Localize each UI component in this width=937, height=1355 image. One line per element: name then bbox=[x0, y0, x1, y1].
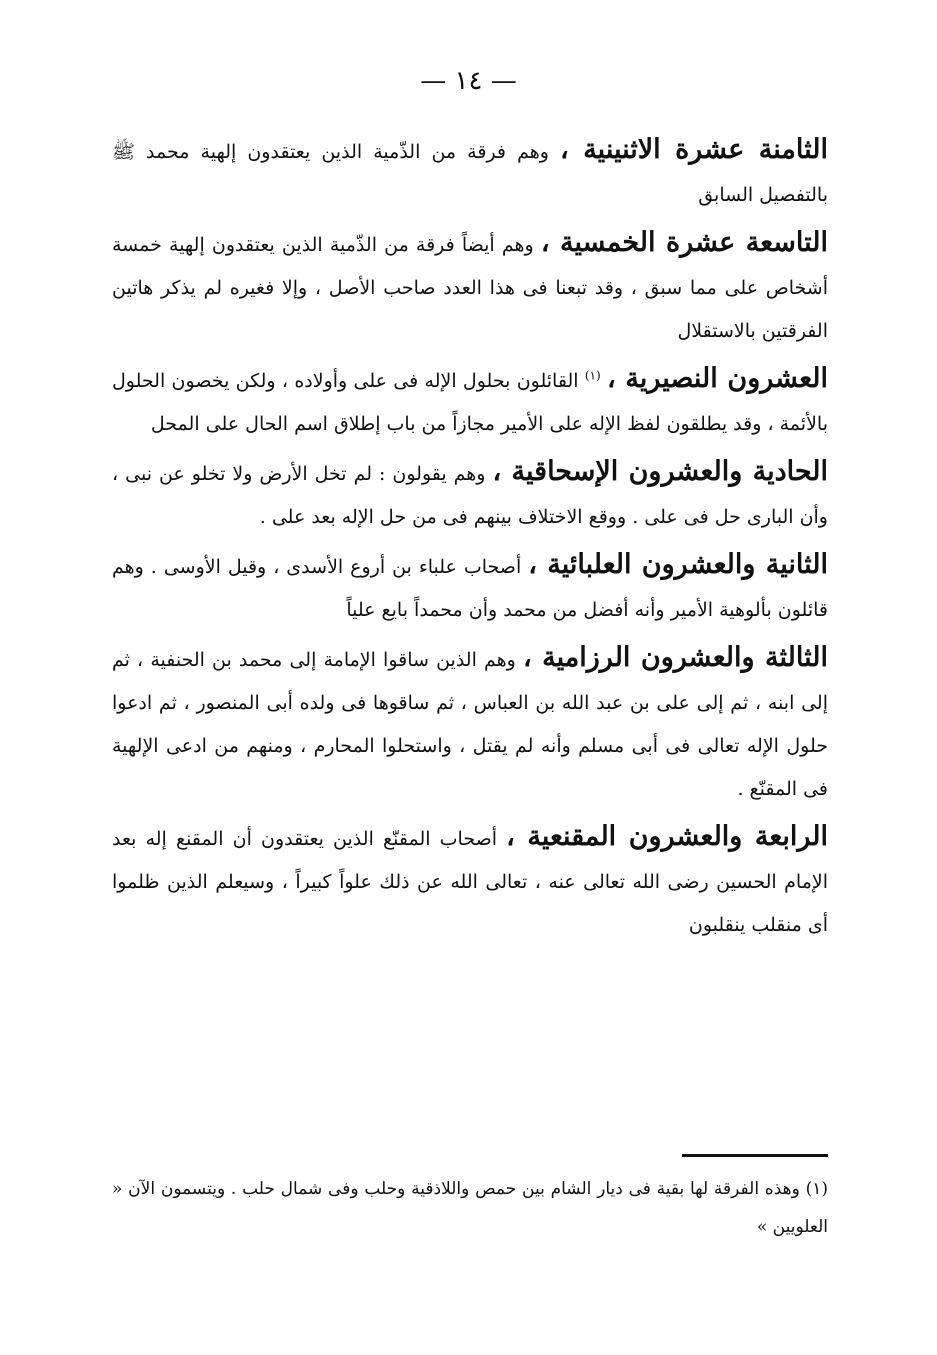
paragraph-text: وهم أيضاً فرقة من الذّمية الذين يعتقدون إلهية خمسة أشخاص على مما سبق ، وقد تبعنا فى هذا العدد صاحب الأصل ، وإلا فغيره لم يذكر هاتين الفرقتين بالاستقلال bbox=[112, 234, 828, 342]
section-heading: التاسعة عشرة الخمسية ، bbox=[540, 227, 828, 258]
footnote: (١) وهذه الفرقة لها بقية فى ديار الشام بين حمص واللاذقية وحلب وفى شمال حلب . ويتسمون الآن « العلويين » bbox=[112, 1179, 828, 1237]
paragraph-text: أصحاب علباء بن أروع الأسدى ، وقيل الأوسى . وهم قائلون بألوهية الأمير وأنه أفضل من محمد وأن محمداً بايع علياً bbox=[112, 556, 828, 621]
section-heading: الحادية والعشرون الإسحاقية ، bbox=[492, 456, 828, 487]
paragraph-text: أصحاب المقنّع الذين يعتقدون أن المقنع إله بعد الإمام الحسين رضى الله تعالى عنه ، تعالى الله عن ذلك علواً كبيراً ، وسيعلم الذين ظلموا أى منقلب ينقلبون bbox=[112, 828, 828, 936]
section-heading: الرابعة والعشرون المقنعية ، bbox=[506, 821, 828, 852]
footnote-reference: (١) bbox=[584, 368, 601, 383]
paragraph-text: القائلون بحلول الإله فى على وأولاده ، ولكن يخصون الحلول بالأئمة ، وقد يطلقون لفظ الإله على الأمير مجازاً من باب إطلاق اسم الحال على المحل bbox=[112, 370, 828, 435]
section-heading: الثالثة والعشرون الرزامية ، bbox=[522, 642, 828, 673]
footnote-divider bbox=[682, 1154, 828, 1157]
page-number: — ١٤ — bbox=[420, 66, 517, 96]
paragraph bbox=[112, 221, 828, 353]
paragraph bbox=[112, 815, 828, 947]
section-heading: الثامنة عشرة الاثنينية ، bbox=[560, 134, 828, 165]
paragraph bbox=[112, 357, 828, 446]
section-heading: الثانية والعشرون العلبائية ، bbox=[528, 549, 829, 580]
paragraph bbox=[112, 543, 828, 632]
paragraph bbox=[112, 450, 828, 539]
footnotes bbox=[112, 1170, 828, 1246]
section-heading: العشرون النصيرية ، bbox=[606, 363, 828, 394]
paragraph bbox=[112, 636, 828, 811]
paragraph-text: وهم الذين ساقوا الإمامة إلى محمد بن الحنفية ، ثم إلى ابنه ، ثم إلى على بن عبد الله بن العباس ، ثم ساقوها فى ولده أبى المنصور ، ثم ادعوا حلول الإله تعالى فى أبى مسلم وأنه لم يقتل ، واستحلوا المحارم ، ومنهم من ادعى الإلهية فى المقنّع . bbox=[112, 649, 828, 800]
paragraph-text: وهم فرقة من الذّمية الذين يعتقدون إلهية محمد ﷺ بالتفصيل السابق bbox=[112, 141, 828, 206]
paragraph-text: وهم يقولون : لم تخل الأرض ولا تخلو عن نبى ، وأن البارى حل فى على . ووقع الاختلاف بينهم فى من حل الإله بعد على . bbox=[112, 463, 828, 528]
paragraph bbox=[112, 128, 828, 217]
page-body bbox=[112, 128, 828, 951]
